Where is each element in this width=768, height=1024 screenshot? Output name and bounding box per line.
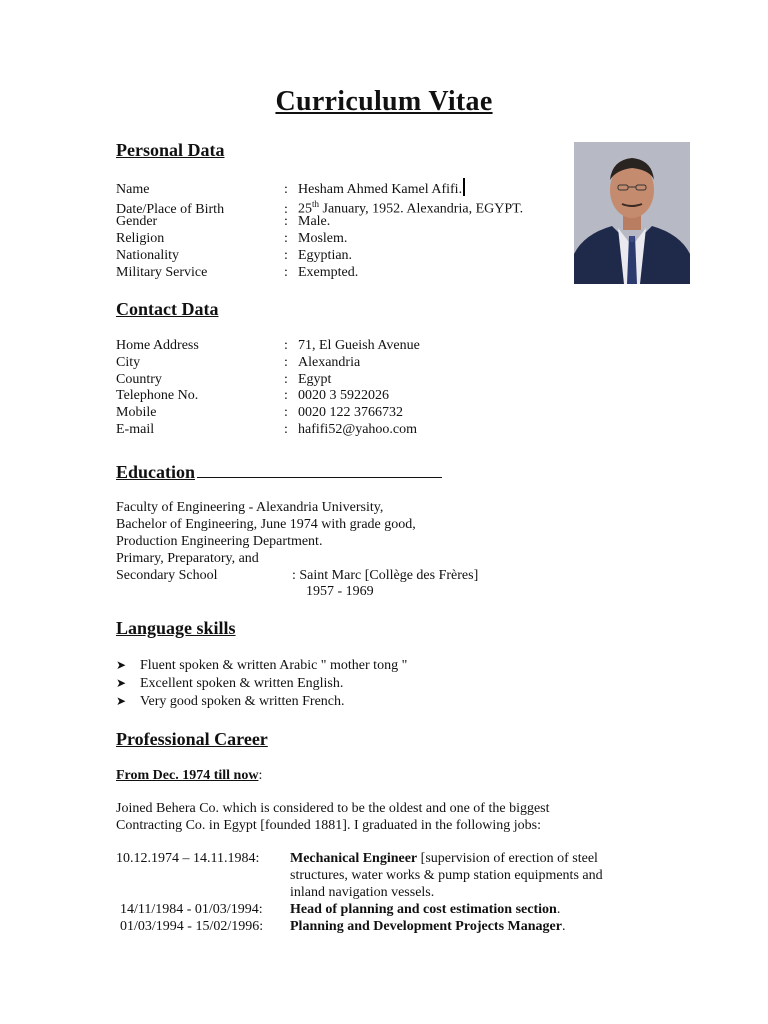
field-colon: : [284,422,288,437]
list-item-text: Very good spoken & written French. [140,694,345,709]
education-line: Primary, Preparatory, and [116,551,259,566]
career-since-suffix: : [258,768,263,783]
field-label: City [116,355,141,370]
personal-row-name [116,178,465,198]
school-label: Secondary School [116,568,218,583]
field-label: Telephone No. [116,388,199,403]
field-colon: : [284,182,288,197]
job-desc: [supervision of erection of steel [417,851,598,866]
field-label: Gender [116,214,158,229]
job-title: Mechanical Engineer [290,851,418,866]
field-value: Egyptian. [298,248,353,263]
field-colon: : [284,265,288,280]
field-label: Religion [116,231,165,246]
job-desc: . [556,902,561,917]
field-value: Moslem. [298,231,348,246]
personal-row-religion [116,230,347,247]
portrait-photo [574,142,690,284]
job-dates: 01/03/1994 - 15/02/1996: [120,919,264,934]
job-entry [290,901,560,918]
list-item [116,674,343,693]
education-line: Bachelor of Engineering, June 1974 with grade good, [116,517,416,532]
field-value-day: 25 [298,201,312,217]
field-label: Military Service [116,265,208,280]
field-label: Mobile [116,405,157,420]
school-years: 1957 - 1969 [306,584,374,599]
job-desc: . [561,919,566,934]
field-value-ordinal: th [312,199,320,209]
job-title: Planning and Development Projects Manager [290,919,562,934]
list-item-text: Fluent spoken & written Arabic " mother tong " [140,658,408,673]
job-desc-line: structures, water works & pump station equipments and [290,868,603,883]
job-dates: 14/11/1984 - 01/03/1994: [120,902,263,917]
field-label: Date/Place of Birth [116,201,225,217]
field-colon: : [284,355,288,370]
career-since [116,767,262,784]
field-label: Country [116,372,162,387]
email-value[interactable]: hafifi52@yahoo.com [298,422,418,437]
field-label: Nationality [116,248,179,263]
career-intro-line: Joined Behera Co. which is considered to be the oldest and one of the biggest [116,801,550,816]
list-item [116,656,407,675]
field-value: Hesham Ahmed Kamel Afifi. [298,182,463,197]
page-title: Curriculum Vitae [275,86,493,117]
arrow-bullet-icon: ➤ [116,658,127,672]
field-colon: : [284,214,288,229]
field-label: Home Address [116,338,199,353]
field-colon: : [284,388,288,403]
field-value: 0020 122 3766732 [298,405,403,420]
field-label: Name [116,182,150,197]
field-value: 0020 3 5922026 [298,388,389,403]
field-value: Egypt [298,372,332,387]
language-skills-heading: Language skills [116,618,236,638]
field-colon: : [284,372,288,387]
education-school-row [116,567,478,584]
professional-career-heading: Professional Career [116,729,268,749]
education-line: Faculty of Engineering - Alexandria University, [116,500,384,515]
personal-row-military [116,264,358,281]
arrow-bullet-icon: ➤ [116,676,127,690]
contact-row-email [116,421,417,438]
field-label: E-mail [116,422,155,437]
contact-row-telephone [116,387,389,404]
list-item-text: Excellent spoken & written English. [140,676,344,691]
job-entry [290,850,598,867]
personal-row-gender [116,213,330,230]
field-colon: : [284,201,288,217]
career-since-label: From Dec. 1974 till now [116,768,259,783]
school-value: : Saint Marc [Collège des Frères] [292,568,479,583]
field-value: Exempted. [298,265,359,280]
contact-row-country [116,371,331,388]
field-colon: : [284,231,288,246]
job-entry [290,918,565,935]
education-heading: Education [116,462,442,483]
personal-row-nationality [116,247,352,264]
personal-data-heading: Personal Data [116,140,225,160]
contact-data-heading: Contact Data [116,299,219,319]
text-cursor-icon [463,178,465,196]
job-desc-line: inland navigation vessels. [290,885,435,900]
field-value: January, 1952. Alexandria, EGYPT. [319,201,524,217]
career-intro-line: Contracting Co. in Egypt [founded 1881]. I graduated in the following jobs: [116,818,541,833]
field-colon: : [284,338,288,353]
field-value: Male. [298,214,331,229]
field-colon: : [284,405,288,420]
portrait-image [574,142,690,284]
job-dates: 10.12.1974 – 14.11.1984: [116,851,260,866]
contact-row-city [116,354,360,371]
field-value: Alexandria [298,355,361,370]
contact-row-address [116,337,420,354]
contact-row-mobile [116,404,403,421]
job-title: Head of planning and cost estimation section [290,902,557,917]
education-line: Production Engineering Department. [116,534,323,549]
field-colon: : [284,248,288,263]
field-value: 71, El Gueish Avenue [298,338,420,353]
arrow-bullet-icon: ➤ [116,694,127,708]
list-item [116,692,345,711]
